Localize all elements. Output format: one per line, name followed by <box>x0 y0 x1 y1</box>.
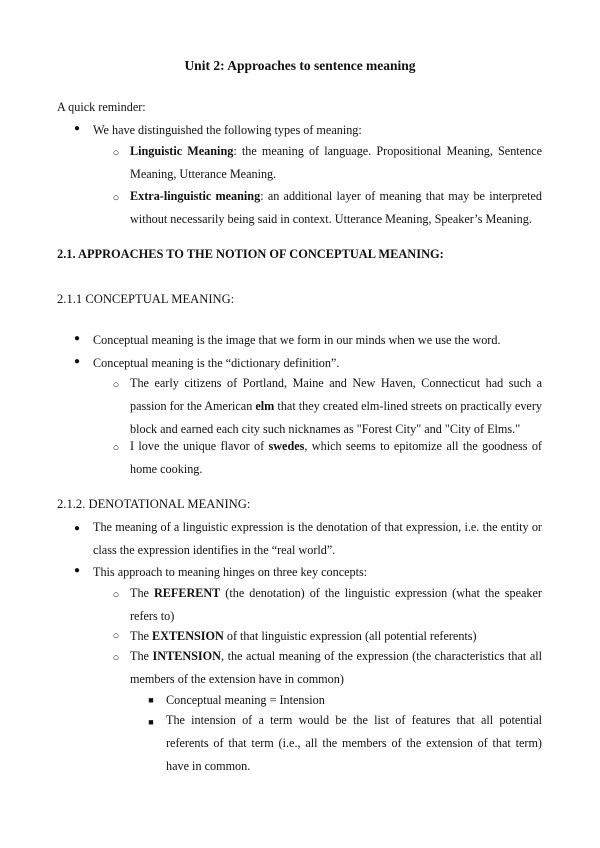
referent-item <box>130 582 542 628</box>
bullet-dot-icon: ● <box>73 123 81 134</box>
elm-example-text: The early citizens of Portland, Maine and New Haven, Connecticut had such a passion for the American <box>130 376 542 413</box>
extra-linguistic-item <box>130 185 542 231</box>
section-2-1-1-heading: 2.1.1 CONCEPTUAL MEANING: <box>57 292 235 306</box>
bullet-dot-icon: ● <box>73 523 81 534</box>
page-title: Unit 2: Approaches to sentence meaning <box>184 58 416 73</box>
referent-text: The <box>130 586 154 600</box>
extra-linguistic-text: : an additional layer of meaning that may be interpreted without necessarily being said in context. Utterance Meaning, Speaker’s Meaning. <box>130 189 542 226</box>
elm-example <box>130 372 542 441</box>
extension-item <box>130 628 477 644</box>
referent-rest: (the denotation) of the linguistic expression (what the speaker refers to) <box>130 586 542 623</box>
referent-term: REFERENT <box>153 586 221 600</box>
bullet-circle-icon: ○ <box>112 652 120 664</box>
section-2-1-2-heading: 2.1.2. DENOTATIONAL MEANING: <box>57 497 251 511</box>
swedes-example-rest: , which seems to epitomize all the goodness of home cooking. <box>130 439 542 476</box>
intension-term: INTENSION <box>152 649 221 663</box>
intension-sub-1: Conceptual meaning = Intension <box>166 693 325 707</box>
reminder-bullet: We have distinguished the following types of meaning: <box>93 123 362 137</box>
bullet-dot-icon: ● <box>73 356 81 367</box>
bullet-circle-icon: ○ <box>112 192 120 204</box>
extension-term: EXTENSION <box>152 629 224 643</box>
bullet-dot-icon: ● <box>73 565 81 576</box>
elm-example-rest: that they created elm-lined streets on practically every block and earned each city such nicknames as "Forest City" and "City of Elms." <box>130 399 542 436</box>
swedes-example-text: I love the unique flavor of <box>130 439 269 453</box>
extension-rest: of that linguistic expression (all potential referents) <box>223 629 477 643</box>
extension-text: The <box>130 629 152 643</box>
linguistic-meaning-item <box>130 140 542 186</box>
linguistic-meaning-term: Linguistic Meaning <box>130 144 234 158</box>
bullet-circle-icon: ○ <box>112 442 120 454</box>
swedes-term: swedes <box>268 439 305 453</box>
bullet-circle-icon: ○ <box>112 147 120 159</box>
intension-item <box>130 645 542 691</box>
conceptual-bullet-1: Conceptual meaning is the image that we form in our minds when we use the word. <box>93 333 501 347</box>
intension-sub-2: The intension of a term would be the list of features that all potential referents of that term (i.e., all the members of the extension of that term) have in common. <box>166 713 542 773</box>
reminder-intro: A quick reminder: <box>57 100 146 114</box>
intension-text: The <box>130 649 153 663</box>
bullet-circle-icon: ○ <box>112 589 120 601</box>
bullet-circle-icon: ○ <box>112 630 120 642</box>
swedes-example <box>130 435 542 481</box>
bullet-circle-icon: ○ <box>112 379 120 391</box>
denotation-bullet-2: This approach to meaning hinges on three key concepts: <box>93 565 368 579</box>
bullet-square-icon: ■ <box>148 717 154 727</box>
bullet-dot-icon: ● <box>73 333 81 344</box>
denotation-bullet-1: The meaning of a linguistic expression is the denotation of that expression, i.e. the entity or class the expression identifies in the “real world”. <box>93 520 542 557</box>
elm-term: elm <box>255 399 275 413</box>
linguistic-meaning-text: : the meaning of language. Propositional Meaning, Sentence Meaning, Utterance Meaning. <box>130 144 542 181</box>
intension-rest: , the actual meaning of the expression (the characteristics that all members of the extension have in common) <box>130 649 542 686</box>
section-2-1-heading: 2.1. APPROACHES TO THE NOTION OF CONCEPTUAL MEANING: <box>57 247 444 261</box>
extra-linguistic-term: Extra-linguistic meaning <box>130 189 261 203</box>
bullet-square-icon: ■ <box>148 695 154 705</box>
conceptual-bullet-2: Conceptual meaning is the “dictionary definition”. <box>93 356 340 370</box>
